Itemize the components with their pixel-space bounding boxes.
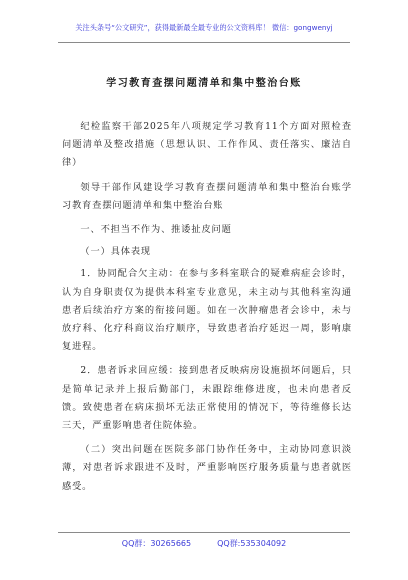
qq-group-2: QQ群:535304092 [217,539,287,548]
subsection-heading: （一）具体表现 [80,246,152,258]
paragraph: 1．协同配合欠主动：在参与多科室联合的疑难病症会诊时，认为自身职责仅为提供本科室专业意见，未主动与其他科室沟通患者后续治疗方案的衔接问题。如在一次肿瘤患者会诊中，未与放疗科、化疗科商议治疗顺序，导致患者治疗延迟一周，影响康复进程。 [62,268,352,353]
section-heading: 一、不担当不作为、推诿扯皮问题 [80,224,232,236]
document-body [62,118,352,502]
promo-header: 关注头条号“公文研究”，获得最新最全最专业的公文资料库！ 微信：gongwenyj [75,23,333,32]
paragraph: 2．患者诉求回应缓：接到患者反映病房设施损坏问题后，只是简单记录并上报后勤部门，未跟踪维修进度，也未向患者反馈。致使患者在病床损坏无法正常使用的情况下，等待维修长达三天，严重影响患者住院体验。 [62,365,352,432]
header-divider [58,42,350,43]
document-title: 学习教育查摆问题清单和集中整治台账 [106,78,302,89]
qq-group-1: QQ群：30265665 [121,539,192,548]
footer-divider [58,532,350,533]
paragraph: 纪检监察干部2025年八项规定学习教育11个方面对照检查问题清单及整改措施（思想认识、工作作风、责任落实、廉洁自律） [62,121,352,169]
qq-footer [0,538,408,549]
paragraph: 领导干部作风建设学习教育查摆问题清单和集中整治台账学习教育查摆问题清单和集中整治台账 [62,181,352,211]
paragraph: （二）突出问题在医院多部门协作任务中，主动协同意识淡薄，对患者诉求跟进不及时，严重影响医疗服务质量与患者就医感受。 [62,444,352,492]
